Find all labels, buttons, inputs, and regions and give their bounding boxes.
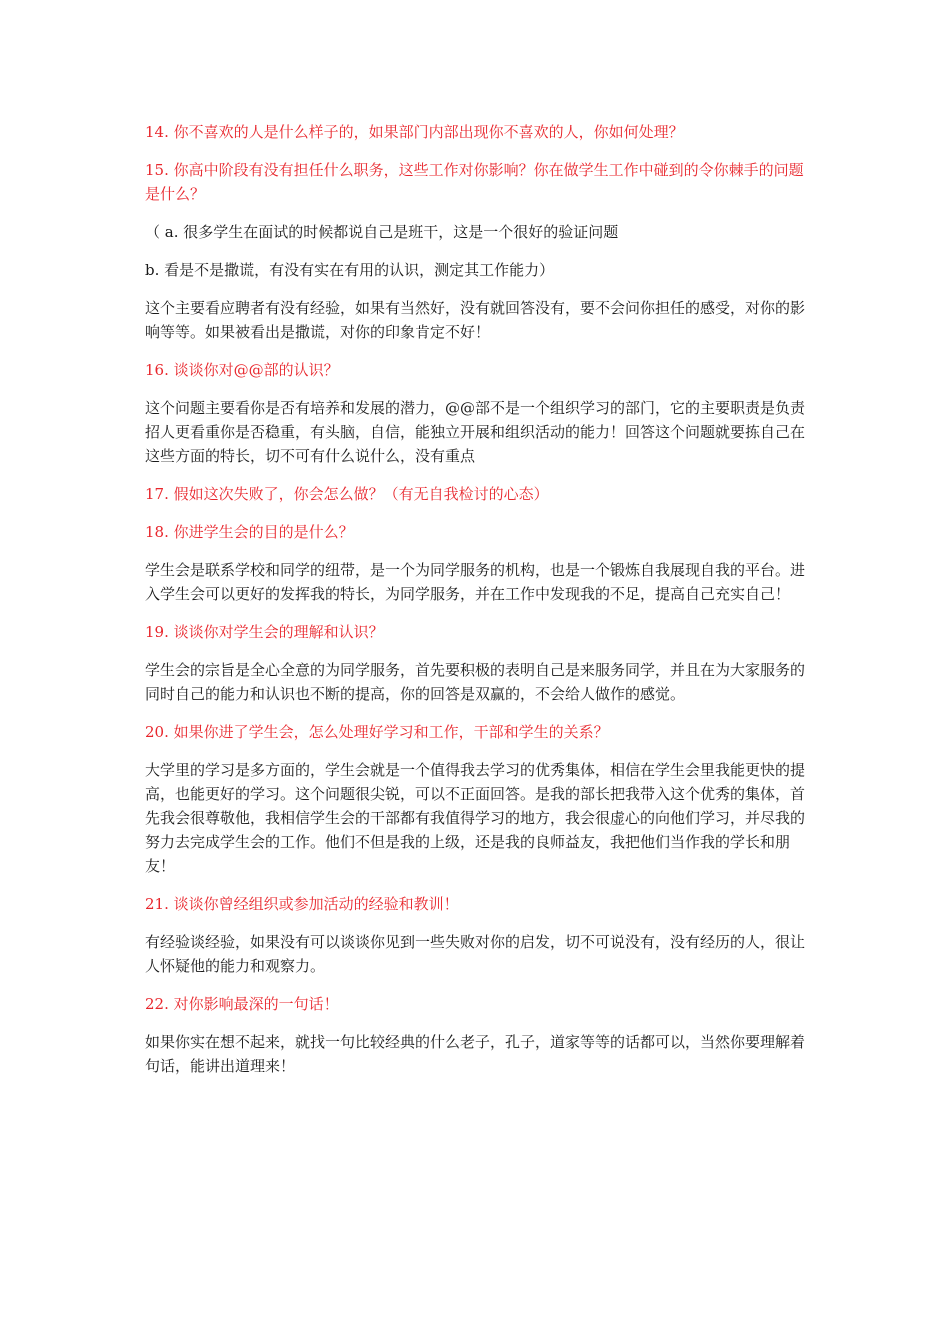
- note-a: （ a. 很多学生在面试的时候都说自己是班干，这是一个很好的验证问题: [145, 223, 619, 241]
- answer-20: 大学里的学习是多方面的，学生会就是一个值得我去学习的优秀集体，相信在学生会里我能更快的提高，也能更好的学习。这个问题很尖锐，可以不正面回答。是我的部长把我带入这个优秀的集体，首先我会很尊敬他，我相信学生会的干部都有我值得学习的地方，我会很虚心的向他们学习，并尽我的努力去完成学生会的工作。他们不但是我的上级，还是我的良师益友，我把他们当作我的学长和朋友！: [145, 761, 806, 875]
- answer-21: 有经验谈经验，如果没有可以谈谈你见到一些失败对你的启发，切不可说没有，没有经历的人，很让人怀疑他的能力和观察力。: [145, 933, 806, 975]
- answer-18: 学生会是联系学校和同学的纽带，是一个为同学服务的机构，也是一个锻炼自我展现自我的平台。进入学生会可以更好的发挥我的特长，为同学服务，并在工作中发现我的不足，提高自己充实自己！: [145, 561, 806, 603]
- note-b: b. 看是不是撒谎，有没有实在有用的认识，测定其工作能力）: [145, 261, 555, 279]
- question-17: 17. 假如这次失败了，你会怎么做？（有无自我检讨的心态）: [145, 485, 549, 503]
- question-16: 16. 谈谈你对@@部的认识？: [145, 361, 339, 379]
- question-22: 22. 对你影响最深的一句话！: [145, 995, 339, 1013]
- answer-19: 学生会的宗旨是全心全意的为同学服务，首先要积极的表明自己是来服务同学，并且在为大家服务的同时自己的能力和认识也不断的提高，你的回答是双赢的，不会给人做作的感觉。: [145, 661, 806, 703]
- question-18: 18. 你进学生会的目的是什么？: [145, 523, 354, 541]
- document-page: [145, 120, 805, 1092]
- answer-22: 如果你实在想不起来，就找一句比较经典的什么老子，孔子，道家等等的话都可以，当然你要理解着句话，能讲出道理来！: [145, 1033, 806, 1075]
- answer-15: 这个主要看应聘者有没有经验，如果有当然好，没有就回答没有，要不会问你担任的感受，对你的影响等等。如果被看出是撒谎，对你的印象肯定不好！: [145, 299, 806, 341]
- question-20: 20. 如果你进了学生会，怎么处理好学习和工作，干部和学生的关系？: [145, 723, 609, 741]
- question-15: 15. 你高中阶段有没有担任什么职务，这些工作对你影响？你在做学生工作中碰到的令你棘手的问题是什么？: [145, 161, 804, 203]
- question-21: 21. 谈谈你曾经组织或参加活动的经验和教训！: [145, 895, 459, 913]
- question-19: 19. 谈谈你对学生会的理解和认识？: [145, 623, 384, 641]
- question-14: 14. 你不喜欢的人是什么样子的，如果部门内部出现你不喜欢的人，你如何处理？: [145, 123, 684, 141]
- answer-16: 这个问题主要看你是否有培养和发展的潜力，@@部不是一个组织学习的部门，它的主要职责是负责招人更看重你是否稳重，有头脑，自信，能独立开展和组织活动的能力！回答这个问题就要拣自己在这些方面的特长，切不可有什么说什么，没有重点: [145, 399, 806, 465]
